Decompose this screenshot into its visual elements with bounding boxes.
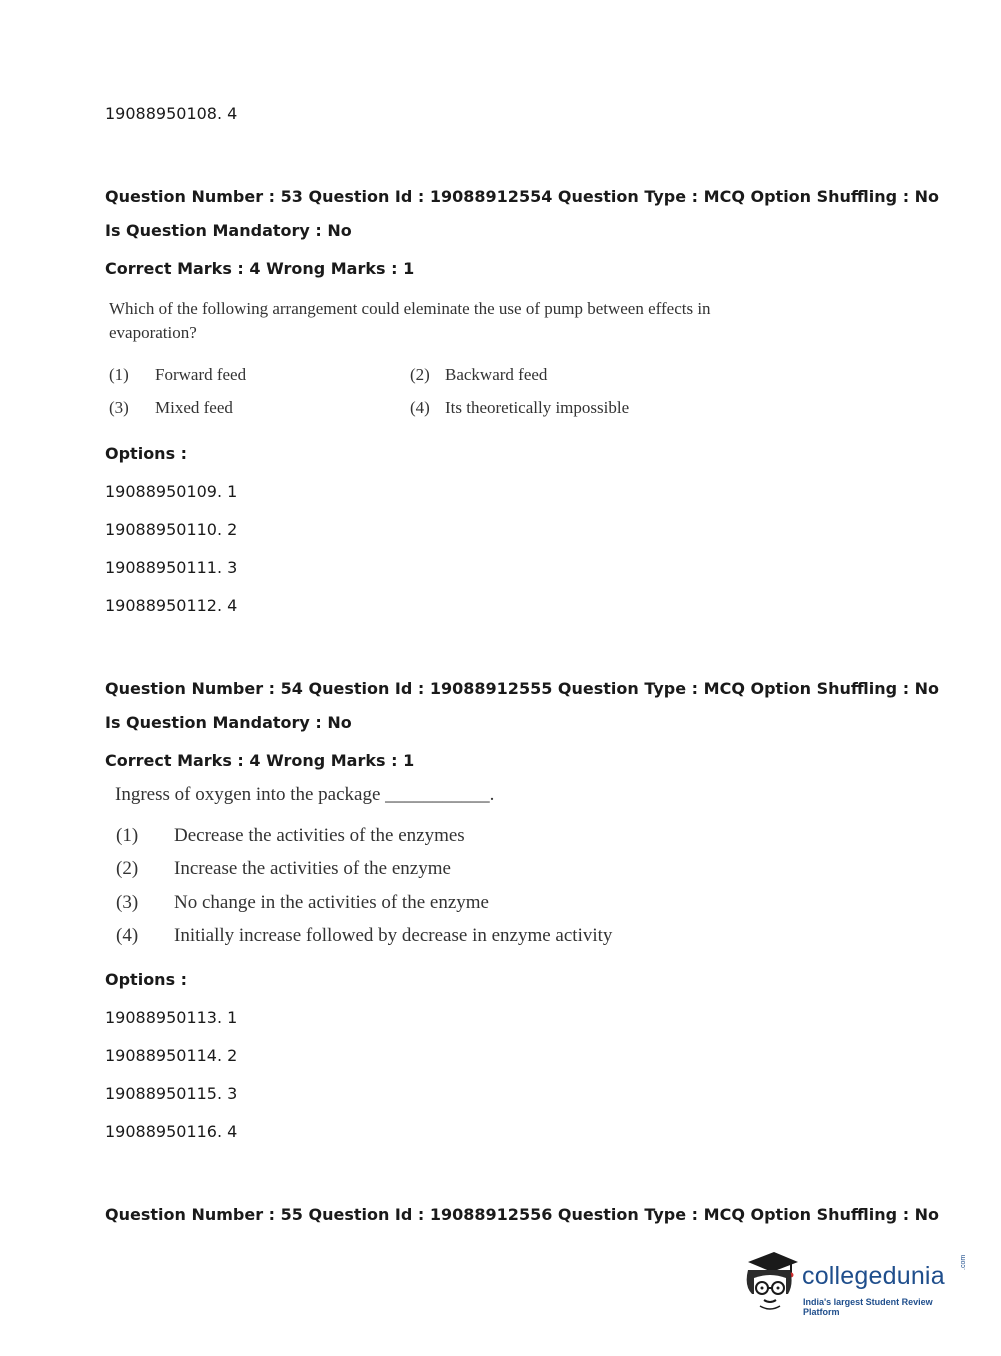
q53-options-label: Options : [105,444,188,463]
q54-option-1: 19088950113. 1 [105,1008,238,1027]
q54-options-label: Options : [105,970,188,989]
q53-option-4: 19088950112. 4 [105,596,238,615]
prev-last-option: 19088950108. 4 [105,104,238,123]
q54-choice-3-num: (3) [116,892,139,913]
mascot-icon [740,1248,800,1312]
q53-choice-2-num: (2) [410,365,430,384]
q54-header: Question Number : 54 Question Id : 19088912555 Question Type : MCQ Option Shuffling : No [105,679,940,698]
q54-choice-2-text: Increase the activities of the enzyme [174,858,451,879]
q54-choice-1-text: Decrease the activities of the enzymes [174,825,465,846]
q54-choice-3-text: No change in the activities of the enzyme [174,892,489,913]
q53-choice-4-text: Its theoretically impossible [445,398,630,417]
q54-choice-4-text: Initially increase followed by decrease in enzyme activity [174,925,613,946]
q53-choice-4-num: (4) [410,398,430,417]
q54-choice-4-num: (4) [116,925,139,946]
q54-question [115,784,494,806]
q54-marks: Correct Marks : 4 Wrong Marks : 1 [105,751,415,770]
q53-marks: Correct Marks : 4 Wrong Marks : 1 [105,259,415,278]
q54-choice-1-num: (1) [116,825,139,846]
q53-choice-1-num: (1) [109,365,129,384]
q54-choice-2-num: (2) [116,858,139,879]
q53-header: Question Number : 53 Question Id : 19088912554 Question Type : MCQ Option Shuffling : No [105,187,940,206]
logo-suffix: .com [960,1254,967,1270]
q55-header: Question Number : 55 Question Id : 19088912556 Question Type : MCQ Option Shuffling : No [105,1205,940,1224]
q53-option-1: 19088950109. 1 [105,482,238,501]
q54-option-2: 19088950114. 2 [105,1046,238,1065]
q53-choice-2-text: Backward feed [445,365,548,384]
q53-choice-3-text: Mixed feed [155,398,233,417]
q54-question-text: Ingress of oxygen into the package [115,784,381,805]
q54-question-blank: ___________. [385,784,495,805]
q54-option-4: 19088950116. 4 [105,1122,238,1141]
q53-mandatory: Is Question Mandatory : No [105,221,352,240]
q53-question-line2: evaporation? [109,323,197,342]
q54-option-3: 19088950115. 3 [105,1084,238,1103]
q54-mandatory: Is Question Mandatory : No [105,713,352,732]
logo-tagline: India's largest Student Review Platform [803,1297,933,1317]
q53-choice-1-text: Forward feed [155,365,247,384]
collegedunia-logo [740,1248,970,1320]
logo-name: collegedunia [802,1262,945,1290]
q53-question-line1: Which of the following arrangement could eleminate the use of pump between effects in [109,299,711,318]
q53-choice-3-num: (3) [109,398,129,417]
q53-option-2: 19088950110. 2 [105,520,238,539]
q53-option-3: 19088950111. 3 [105,558,238,577]
